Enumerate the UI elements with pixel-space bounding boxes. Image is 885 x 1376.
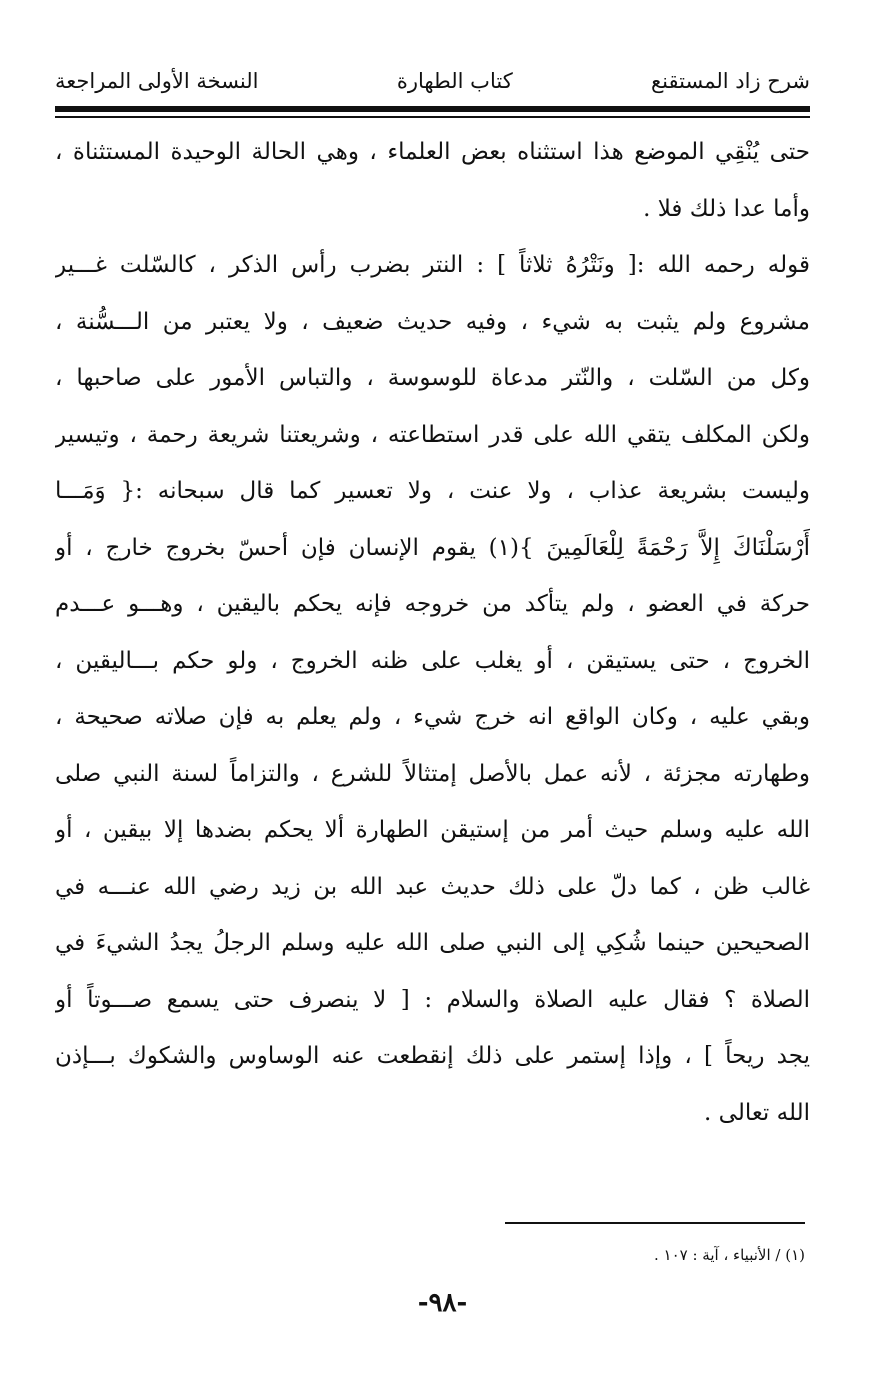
body-line: غالب ظن ، كما دلّ على ذلك حديث عبد الله بن زيد رضي الله عنـــه في (55, 873, 810, 900)
running-header (55, 62, 810, 100)
body-line: قوله رحمه الله :[ ونَتْرُهُ ثلاثاً ] : النتر بضرب رأس الذكر ، كالسّلت غـــير (55, 252, 810, 278)
body-line: وطهارته مجزئة ، لأنه عمل بالأصل إمتثالاً للشرع ، والتزاماً لسنة النبي صلى (55, 760, 810, 787)
body-line: الله عليه وسلم حيث أمر من إستيقن الطهارة ألا يحكم بضدها إلا بيقين ، أو (55, 817, 810, 843)
header-rule-thick (55, 106, 810, 112)
page-number: -٩٨- (417, 1288, 468, 1318)
body-line: أَرْسَلْنَاكَ إِلاَّ رَحْمَةً لِلْعَالَمِينَ }(١) يقوم الإنسان فإن أحسّ بخروج خارج ، أو (55, 534, 810, 561)
header-edition-note: النسخة الأولى المراجعة (55, 69, 259, 93)
body-line: حركة في العضو ، ولم يتأكد من خروجه فإنه يحكم باليقين ، وهـــو عـــدم (55, 591, 810, 617)
footnote-separator (505, 1222, 805, 1224)
header-rule-thin (55, 116, 810, 118)
header-chapter-title: كتاب الطهارة (396, 69, 513, 93)
body-line: حتى يُنْقِي الموضع هذا استثناه بعض العلماء ، وهي الحالة الوحيدة المستثناة ، (55, 139, 810, 165)
body-line: وبقي عليه ، وكان الواقع انه خرج شيء ، ولم يعلم به فإن صلاته صحيحة ، (55, 704, 810, 730)
body-line: وأما عدا ذلك فلا . (643, 195, 810, 222)
body-line: وكل من السّلت ، والنّتر مدعاة للوسوسة ، والتباس الأمور على صاحبها ، (55, 365, 810, 391)
body-text (55, 124, 810, 1141)
header-book-title: شرح زاد المستقنع (651, 69, 810, 93)
body-line: الخروج ، حتى يستيقن ، أو يغلب على ظنه الخروج ، ولو حكم بـــاليقين ، (55, 647, 810, 674)
body-line: ولكن المكلف يتقي الله على قدر استطاعته ، وشريعتنا شريعة رحمة ، وتيسير (55, 421, 810, 448)
body-line: مشروع ولم يثبت به شيء ، وفيه حديث ضعيف ، ولا يعتبر من الـــسُّنة ، (55, 308, 810, 335)
body-line: الله تعالى . (704, 1099, 810, 1126)
body-line: يجد ريحاً ] ، وإذا إستمر على ذلك إنقطعت عنه الوساوس والشكوك بـــإذن (55, 1043, 810, 1069)
body-line: الصلاة ؟ فقال عليه الصلاة والسلام : [ لا ينصرف حتى يسمع صـــوتاً أو (55, 986, 810, 1013)
footnote: (١) / الأنبياء ، آية : ١٠٧ . (653, 1246, 805, 1264)
body-line: وليست بشريعة عذاب ، ولا عنت ، ولا تعسير كما قال سبحانه :{ وَمَـــا (55, 478, 810, 504)
body-line: الصحيحين حينما شُكِي إلى النبي صلى الله عليه وسلم الرجلُ يجدُ الشيءَ في (55, 930, 810, 956)
